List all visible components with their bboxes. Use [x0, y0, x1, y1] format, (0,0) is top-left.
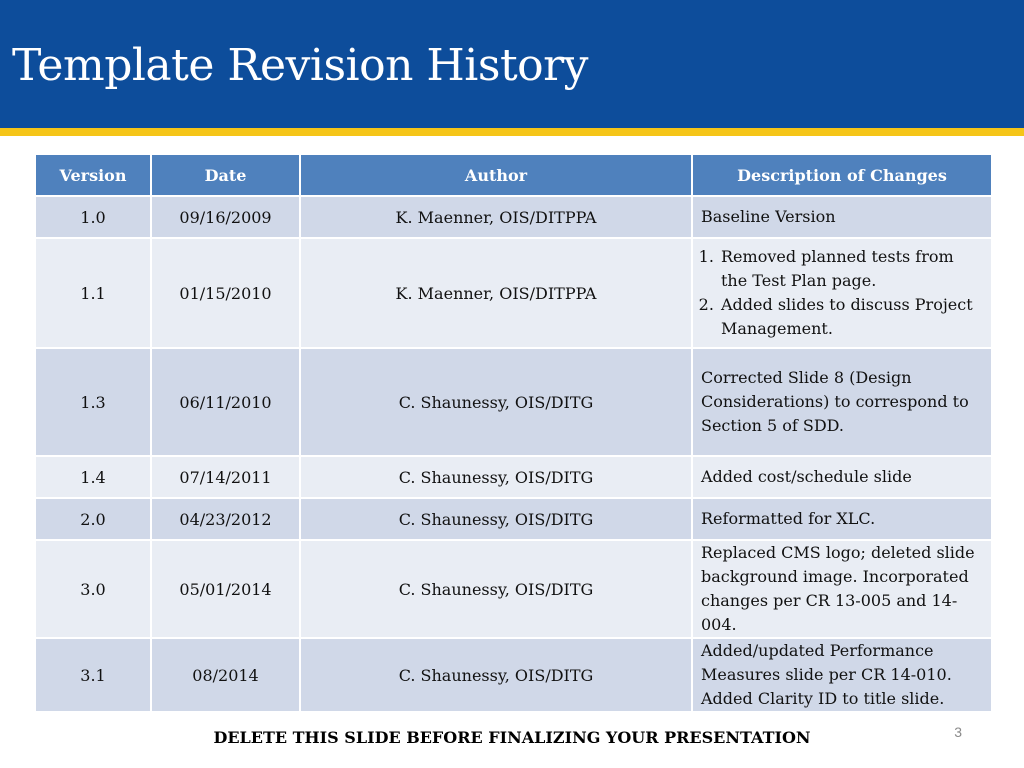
cell-author: C. Shaunessy, OIS/DITG [300, 638, 692, 712]
header-author: Author [300, 154, 692, 196]
page-number: 3 [954, 724, 962, 740]
revision-history-table [34, 153, 993, 713]
cell-version: 1.0 [35, 196, 151, 238]
header-version: Version [35, 154, 151, 196]
cell-description [692, 238, 992, 348]
cell-description: Baseline Version [692, 196, 992, 238]
cell-date: 08/2014 [151, 638, 300, 712]
cell-version: 3.1 [35, 638, 151, 712]
cell-author: C. Shaunessy, OIS/DITG [300, 348, 692, 456]
cell-version: 1.1 [35, 238, 151, 348]
cell-date: 01/15/2010 [151, 238, 300, 348]
table-row [35, 238, 992, 348]
table-row [35, 540, 992, 638]
table-row [35, 348, 992, 456]
cell-version: 3.0 [35, 540, 151, 638]
cell-author: K. Maenner, OIS/DITPPA [300, 196, 692, 238]
slide-title: Template Revision History [12, 40, 589, 91]
cell-date: 06/11/2010 [151, 348, 300, 456]
slide-header-stripe [0, 128, 1024, 136]
cell-description: Added cost/schedule slide [692, 456, 992, 498]
cell-author: C. Shaunessy, OIS/DITG [300, 540, 692, 638]
cell-description: Replaced CMS logo; deleted slide background image. Incorporated changes per CR 13-005 and 14-004. [692, 540, 992, 638]
cell-author: K. Maenner, OIS/DITPPA [300, 238, 692, 348]
cell-description: Added/updated Performance Measures slide per CR 14-010. Added Clarity ID to title slide. [692, 638, 992, 712]
cell-version: 1.4 [35, 456, 151, 498]
description-list-item: 1. Removed planned tests from the Test Plan page. [719, 245, 983, 293]
table-header-row [35, 154, 992, 196]
description-list-item: 2. Added slides to discuss Project Management. [719, 293, 983, 341]
cell-description: Reformatted for XLC. [692, 498, 992, 540]
cell-description: Corrected Slide 8 (Design Considerations) to correspond to Section 5 of SDD. [692, 348, 992, 456]
cell-date: 04/23/2012 [151, 498, 300, 540]
cell-date: 09/16/2009 [151, 196, 300, 238]
cell-date: 05/01/2014 [151, 540, 300, 638]
cell-date: 07/14/2011 [151, 456, 300, 498]
table-row [35, 456, 992, 498]
table-row [35, 196, 992, 238]
delete-slide-note: DELETE THIS SLIDE BEFORE FINALIZING YOUR PRESENTATION [213, 728, 811, 747]
cell-version: 1.3 [35, 348, 151, 456]
table-row [35, 638, 992, 712]
cell-version: 2.0 [35, 498, 151, 540]
cell-author: C. Shaunessy, OIS/DITG [300, 498, 692, 540]
header-date: Date [151, 154, 300, 196]
table-row [35, 498, 992, 540]
header-description: Description of Changes [692, 154, 992, 196]
description-list [701, 245, 983, 341]
cell-author: C. Shaunessy, OIS/DITG [300, 456, 692, 498]
